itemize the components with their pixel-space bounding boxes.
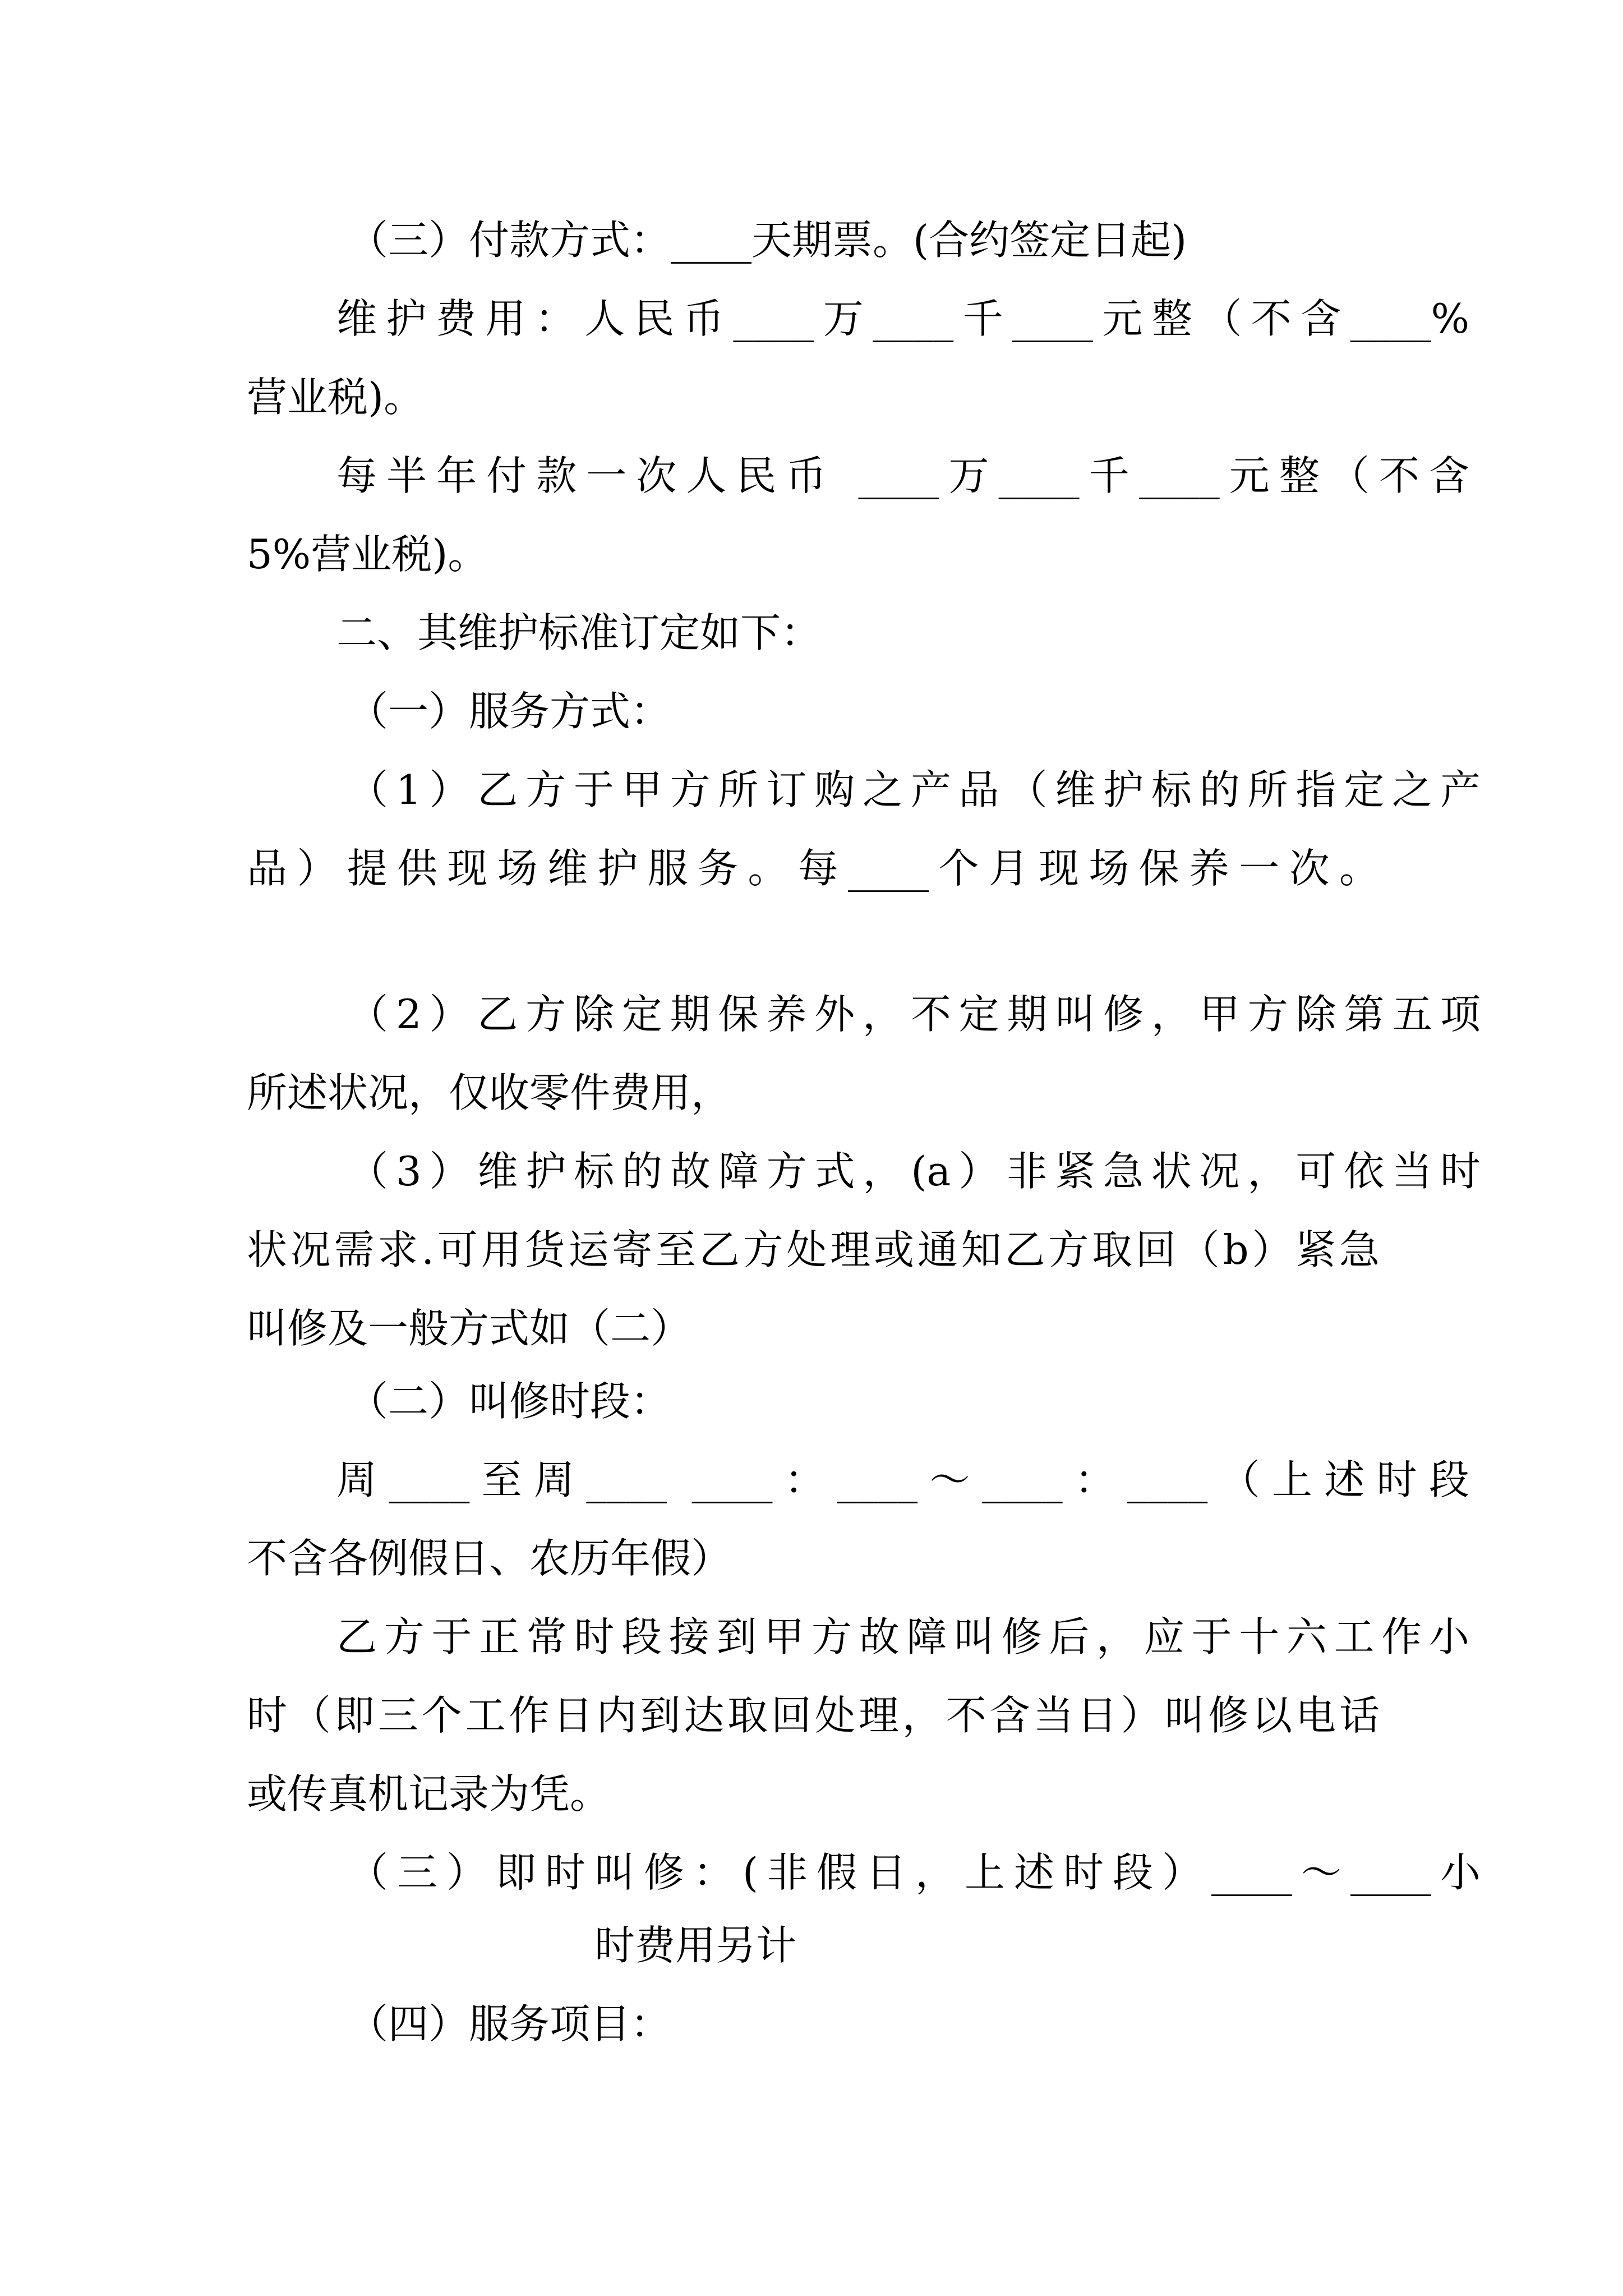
item-1-line-1: （1）乙方于甲方所订购之产品（维护标的所指定之产: [348, 766, 1481, 813]
item-3-line-3: 叫修及一般方式如（二）: [247, 1305, 691, 1352]
service-items-heading: （四）服务项目：: [348, 2000, 671, 2047]
maintenance-fee-line: 维护费用：人民币____万____千____元整（不含____%: [336, 295, 1469, 342]
immediate-repair-line: （三）即时叫修：(非假日，上述时段）____～____小: [348, 1849, 1481, 1896]
repair-hours-line: 周____至周____ ____：____～____：____（上述时段: [336, 1456, 1469, 1503]
item-1-line-2: 品）提供现场维护服务。每____个月现场保养一次。: [247, 845, 1380, 892]
immediate-repair-fee-line: 时费用另计: [594, 1922, 797, 1969]
section-two-heading: 二、其维护标准订定如下：: [336, 609, 822, 656]
item-2-line-2: 所述状况，仅收零件费用，: [247, 1069, 732, 1116]
response-line-2: 时（即三个工作日内到达取回处理，不含当日）叫修以电话: [247, 1692, 1380, 1739]
response-line-1: 乙方于正常时段接到甲方故障叫修后，应于十六工作小: [336, 1613, 1469, 1660]
repair-hours-exclusion-line: 不含各例假日、农历年假）: [247, 1535, 732, 1582]
maintenance-fee-tax-line: 营业税)。: [247, 374, 425, 421]
service-method-heading: （一）服务方式：: [348, 688, 671, 735]
item-2-line-1: （2）乙方除定期保养外，不定期叫修，甲方除第五项: [348, 991, 1481, 1038]
repair-hours-heading: （二）叫修时段：: [348, 1378, 671, 1425]
payment-method-line: （三）付款方式：____天期票。(合约签定日起): [348, 217, 1187, 264]
response-line-3: 或传真机记录为凭。: [247, 1770, 611, 1818]
item-3-line-1: （3）维护标的故障方式，(a）非紧急状况，可依当时: [348, 1148, 1481, 1195]
semiannual-payment-tax-line: 5%营业税)。: [247, 531, 488, 578]
semiannual-payment-line: 每半年付款一次人民币 ____万____千____元整（不含: [336, 452, 1469, 499]
item-3-line-2: 状况需求.可用货运寄至乙方处理或通知乙方取回（b）紧急: [247, 1226, 1380, 1273]
